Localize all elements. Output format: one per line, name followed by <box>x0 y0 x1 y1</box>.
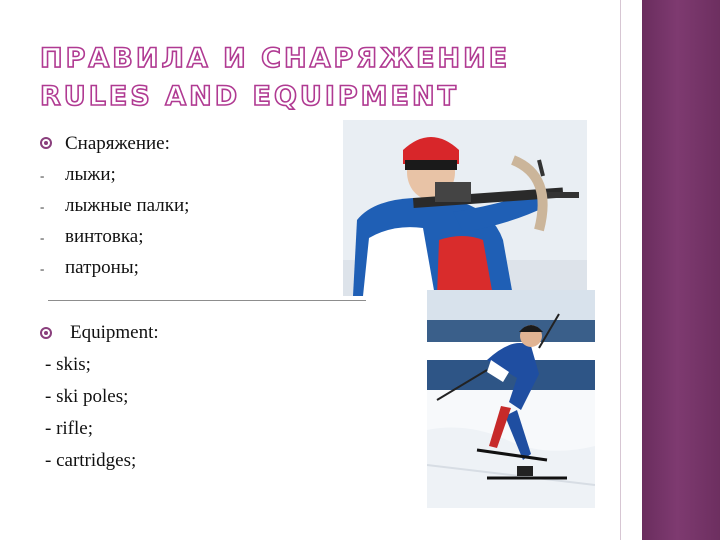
english-equipment-list <box>40 322 159 482</box>
bullet-icon <box>40 137 52 149</box>
decorative-sidebar <box>642 0 720 540</box>
russian-equipment-list <box>40 133 189 288</box>
russian-heading-row <box>40 133 189 164</box>
dash-marker: - <box>40 168 45 183</box>
english-list-item: - skis; <box>45 354 91 375</box>
slide-title <box>40 40 510 116</box>
russian-list-item <box>40 164 189 195</box>
dash-marker: - <box>40 230 45 245</box>
english-list-item: - cartridges; <box>45 450 137 471</box>
dash-marker: - <box>40 199 45 214</box>
russian-item-text: винтовка; <box>65 226 144 247</box>
title-line-english: RULES AND EQUIPMENT <box>40 81 459 112</box>
skier-racing-photo <box>427 290 595 508</box>
russian-item-text: лыжи; <box>65 164 116 185</box>
skier-racing-icon <box>427 290 595 508</box>
russian-item-text: лыжные палки; <box>65 195 190 216</box>
section-divider <box>48 300 366 301</box>
english-heading: Equipment: <box>70 322 159 343</box>
russian-heading: Снаряжение: <box>65 133 170 154</box>
russian-list-item <box>40 195 189 226</box>
biathlete-aiming-icon <box>343 120 587 296</box>
sidebar-divider-line <box>620 0 621 540</box>
biathlete-aiming-photo <box>343 120 587 296</box>
english-list-item: - rifle; <box>45 418 94 439</box>
english-heading-row <box>40 322 159 354</box>
russian-list-item <box>40 257 189 288</box>
english-list-item: - ski poles; <box>45 386 129 407</box>
russian-list-item <box>40 226 189 257</box>
bullet-icon <box>40 327 52 339</box>
russian-item-text: патроны; <box>65 257 139 278</box>
dash-marker: - <box>40 261 45 276</box>
title-line-russian: ПРАВИЛА И СНАРЯЖЕНИЕ <box>40 43 511 74</box>
